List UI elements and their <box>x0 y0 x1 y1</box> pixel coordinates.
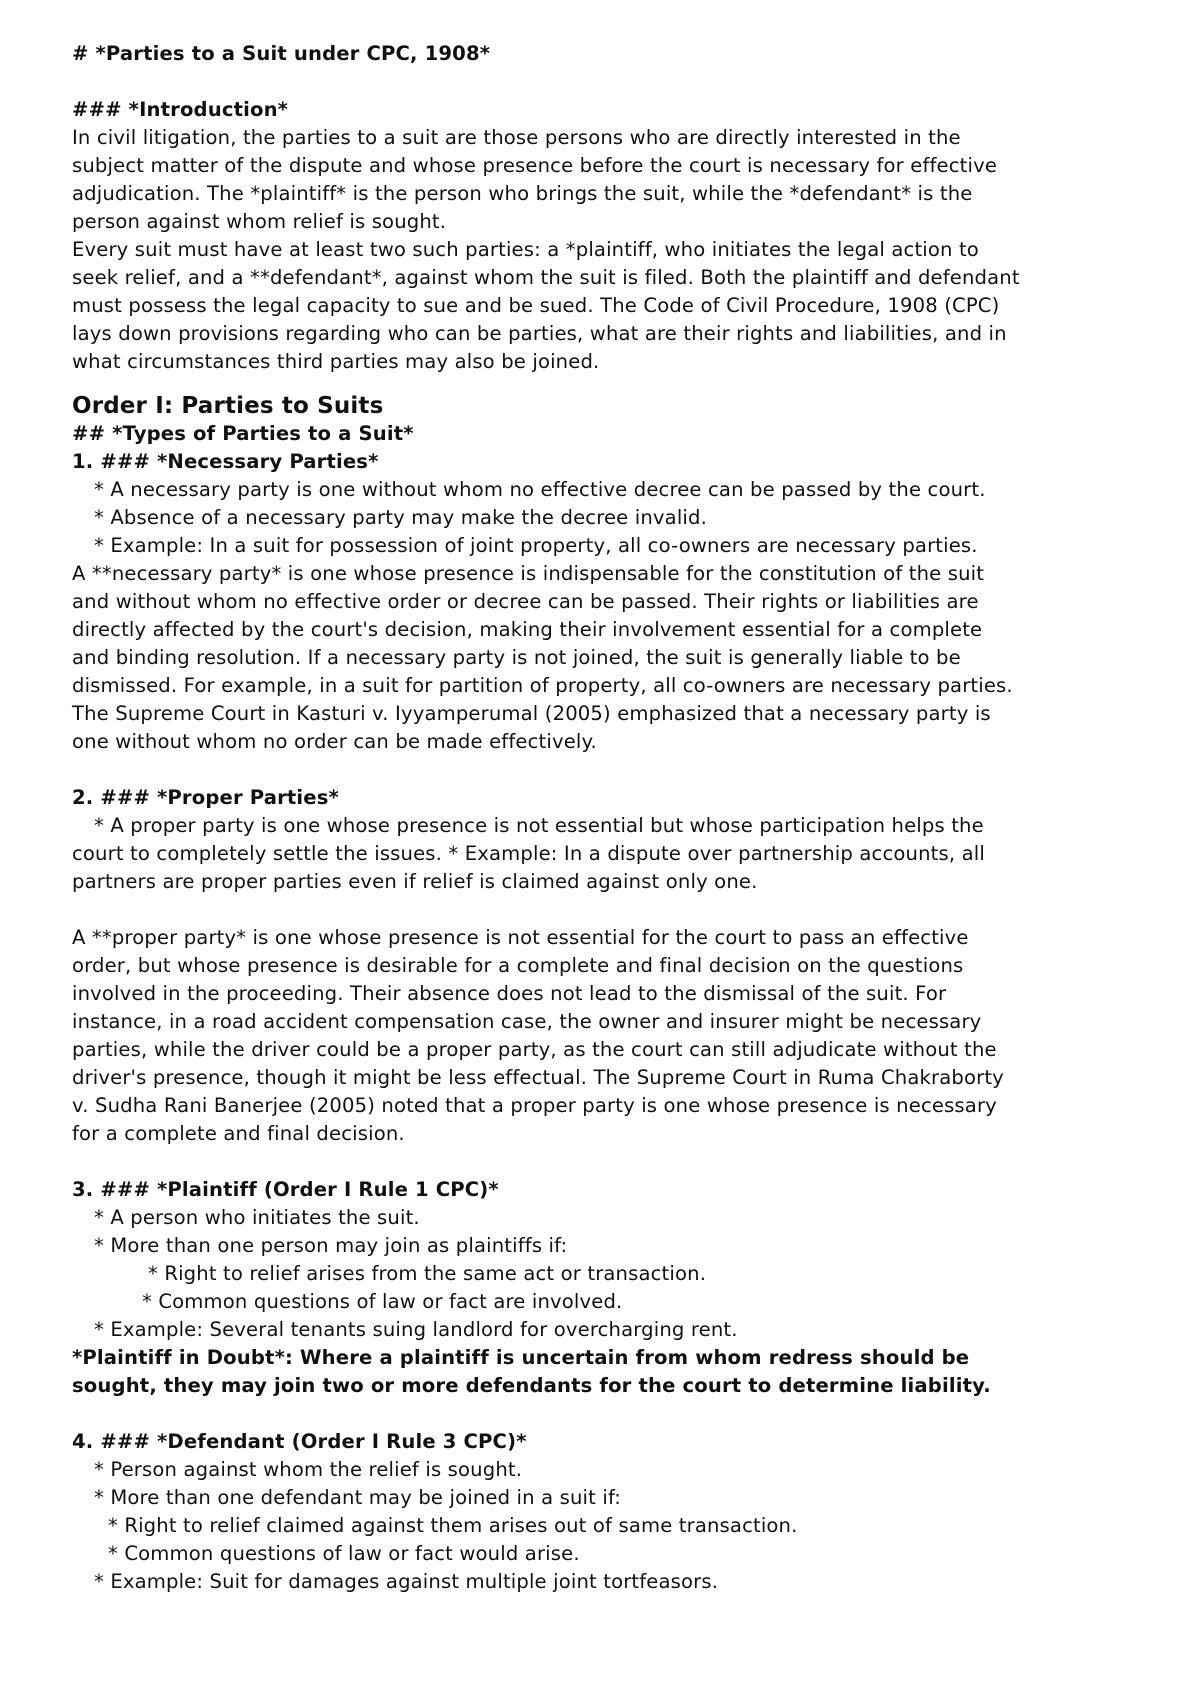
spacer <box>72 68 1140 96</box>
text-line: one without whom no order can be made effectively. <box>72 730 597 753</box>
document-title: # *Parties to a Suit under CPC, 1908* <box>72 42 491 65</box>
list-item: * More than one defendant may be joined in a suit if: <box>94 1486 622 1509</box>
sub-list-item: * Right to relief claimed against them arises out of same transaction. <box>108 1514 798 1537</box>
necessary-paragraph <box>72 560 1140 756</box>
proper-bullets <box>72 812 1140 896</box>
intro-heading: ### *Introduction* <box>72 98 289 121</box>
text-line: Every suit must have at least two such parties: a *plaintiff, who initiates the legal action to <box>72 238 979 261</box>
text-line: instance, in a road accident compensation case, the owner and insurer might be necessary <box>72 1010 982 1033</box>
defendant-heading: 4. ### *Defendant (Order I Rule 3 CPC)* <box>72 1430 527 1453</box>
text-line: subject matter of the dispute and whose presence before the court is necessary for effective <box>72 154 998 177</box>
necessary-parties-heading: 1. ### *Necessary Parties* <box>72 450 379 473</box>
text-line: sought, they may join two or more defendants for the court to determine liability. <box>72 1374 991 1397</box>
text-line: v. Sudha Rani Banerjee (2005) noted that a proper party is one whose presence is necessary <box>72 1094 997 1117</box>
defendant-bullets <box>72 1456 1140 1596</box>
sub-list-item: * Common questions of law or fact would arise. <box>108 1542 580 1565</box>
text-line: order, but whose presence is desirable for a complete and final decision on the questions <box>72 954 964 977</box>
text-line: In civil litigation, the parties to a suit are those persons who are directly interested in the <box>72 126 961 149</box>
sub-list-item: * Common questions of law or fact are involved. <box>142 1290 623 1313</box>
text-line: directly affected by the court's decision, making their involvement essential for a complete <box>72 618 983 641</box>
order-heading: Order I: Parties to Suits <box>72 393 384 419</box>
plaintiff-bullets <box>72 1204 1140 1344</box>
text-line: A **necessary party* is one whose presence is indispensable for the constitution of the suit <box>72 562 985 585</box>
list-item: * Person against whom the relief is sought. <box>94 1458 523 1481</box>
text-line: lays down provisions regarding who can be parties, what are their rights and liabilities, and in <box>72 322 1007 345</box>
text-line: person against whom relief is sought. <box>72 210 447 233</box>
text-line: what circumstances third parties may also be joined. <box>72 350 600 373</box>
text-line: The Supreme Court in Kasturi v. Iyyamperumal (2005) emphasized that a necessary party is <box>72 702 991 725</box>
list-item: * A necessary party is one without whom no effective decree can be passed by the court. <box>94 478 986 501</box>
list-item: * Example: Several tenants suing landlord for overcharging rent. <box>94 1318 738 1341</box>
types-heading: ## *Types of Parties to a Suit* <box>72 422 414 445</box>
sub-list-item: * Right to relief arises from the same act or transaction. <box>148 1262 707 1285</box>
intro-paragraph-1 <box>72 124 1140 236</box>
text-line: *Plaintiff in Doubt*: Where a plaintiff is uncertain from whom redress should be <box>72 1346 970 1369</box>
list-item: * Absence of a necessary party may make the decree invalid. <box>94 506 707 529</box>
spacer <box>72 756 1140 784</box>
list-item: * More than one person may join as plaintiffs if: <box>94 1234 568 1257</box>
intro-paragraph-2 <box>72 236 1140 376</box>
text-line: must possess the legal capacity to sue and be sued. The Code of Civil Procedure, 1908 (CPC) <box>72 294 1000 317</box>
proper-paragraph <box>72 924 1140 1148</box>
proper-parties-heading: 2. ### *Proper Parties* <box>72 786 339 809</box>
text-line: A **proper party* is one whose presence is not essential for the court to pass an effective <box>72 926 969 949</box>
plaintiff-heading: 3. ### *Plaintiff (Order I Rule 1 CPC)* <box>72 1178 499 1201</box>
plaintiff-in-doubt <box>72 1344 1140 1400</box>
text-line: and without whom no effective order or decree can be passed. Their rights or liabilities are <box>72 590 979 613</box>
text-line: partners are proper parties even if relief is claimed against only one. <box>72 870 758 893</box>
text-line: parties, while the driver could be a proper party, as the court can still adjudicate without the <box>72 1038 997 1061</box>
necessary-bullets <box>72 476 1140 560</box>
text-line: adjudication. The *plaintiff* is the person who brings the suit, while the *defendant* is the <box>72 182 973 205</box>
list-item: * Example: Suit for damages against multiple joint tortfeasors. <box>94 1570 719 1593</box>
list-item: * Example: In a suit for possession of joint property, all co-owners are necessary parties. <box>94 534 978 557</box>
list-item: * A person who initiates the suit. <box>94 1206 420 1229</box>
spacer <box>72 1400 1140 1428</box>
text-line: court to completely settle the issues. * Example: In a dispute over partnership accounts, all <box>72 842 985 865</box>
text-line: dismissed. For example, in a suit for partition of property, all co-owners are necessary parties. <box>72 674 1013 697</box>
text-line: for a complete and final decision. <box>72 1122 405 1145</box>
list-item: * A proper party is one whose presence is not essential but whose participation helps the <box>94 814 984 837</box>
text-line: and binding resolution. If a necessary party is not joined, the suit is generally liable to be <box>72 646 961 669</box>
spacer <box>72 376 1140 392</box>
text-line: involved in the proceeding. Their absence does not lead to the dismissal of the suit. For <box>72 982 947 1005</box>
text-line: driver's presence, though it might be less effectual. The Supreme Court in Ruma Chakraborty <box>72 1066 1004 1089</box>
spacer <box>72 896 1140 924</box>
text-line: seek relief, and a **defendant*, against whom the suit is filed. Both the plaintiff and defendant <box>72 266 1020 289</box>
spacer <box>72 1148 1140 1176</box>
